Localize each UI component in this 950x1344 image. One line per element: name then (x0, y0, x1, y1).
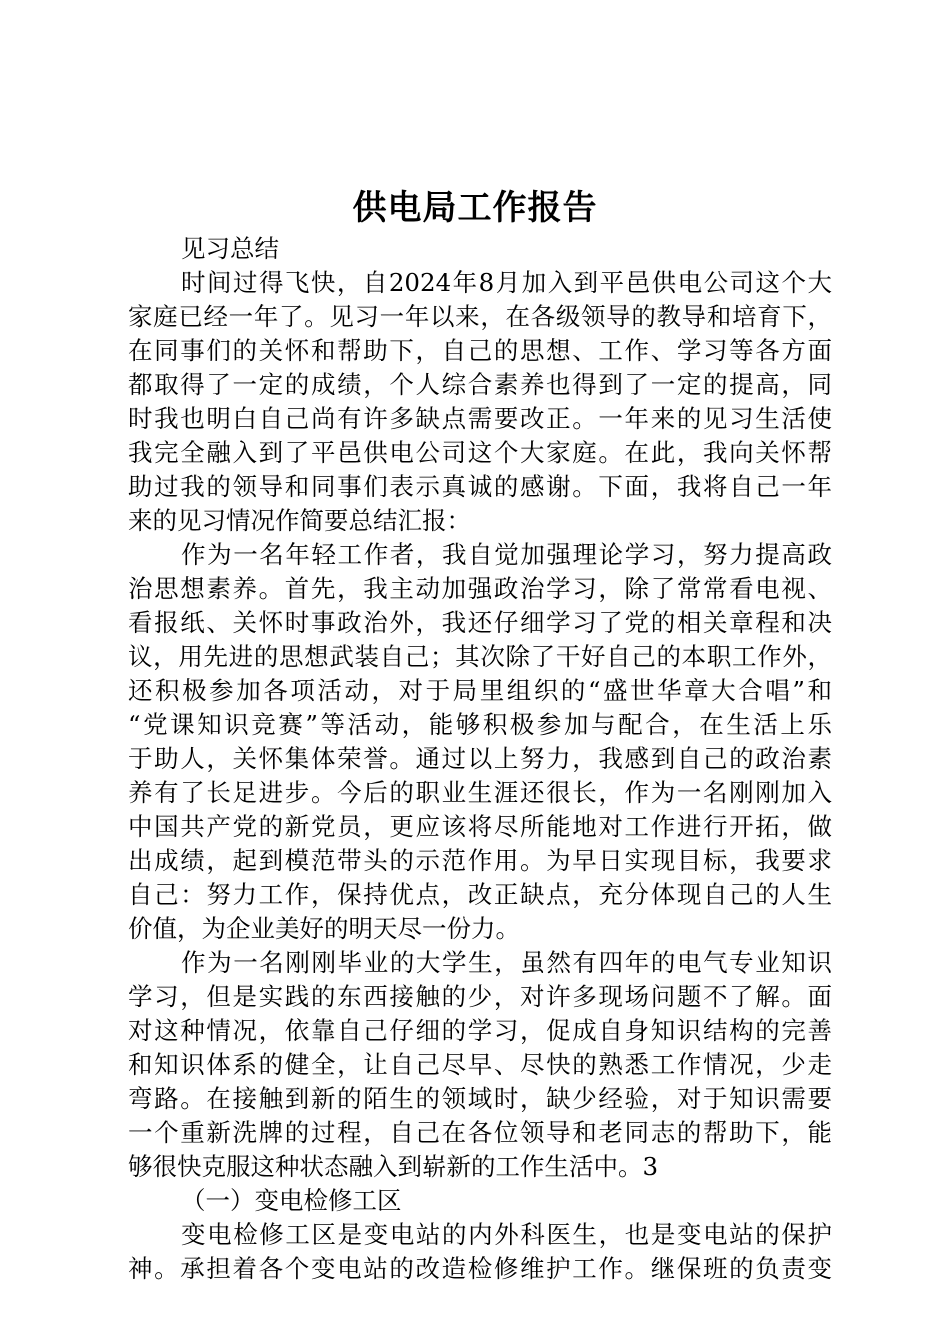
text-line: 弯路。在接触到新的陌生的领域时，缺少经验，对于知识需要 (128, 1084, 832, 1113)
text-line: 自己：努力工作，保持优点，改正缺点，充分体现自己的人生 (128, 880, 832, 909)
text-line: “党课知识竞赛”等活动，能够积极参加与配合，在生活上乐 (128, 710, 832, 739)
text-line: 变电检修工区是变电站的内外科医生，也是变电站的保护 (181, 1220, 832, 1249)
text-line: 神。承担着各个变电站的改造检修维护工作。继保班的负责变 (128, 1254, 832, 1283)
text-line: 于助人，关怀集体荣誉。通过以上努力，我感到自己的政治素 (128, 744, 832, 773)
text-line: 见习总结 (181, 234, 279, 263)
text-line: 治思想素养。首先，我主动加强政治学习，除了常常看电视、 (128, 574, 832, 603)
text-line: 来的见习情况作简要总结汇报： (128, 506, 471, 535)
text-line: 时我也明白自己尚有许多缺点需要改正。一年来的见习生活使 (128, 404, 832, 433)
text-line: 作为一名刚刚毕业的大学生，虽然有四年的电气专业知识 (181, 948, 832, 977)
text-line: 助过我的领导和同事们表示真诚的感谢。下面，我将自己一年 (128, 472, 832, 501)
text-line: 学习，但是实践的东西接触的少，对许多现场问题不了解。面 (128, 982, 832, 1011)
document-body (128, 232, 832, 1286)
text-line: 养有了长足进步。今后的职业生涯还很长，作为一名刚刚加入 (128, 778, 832, 807)
text-line: 都取得了一定的成绩，个人综合素养也得到了一定的提高，同 (128, 370, 832, 399)
text-line: 作为一名年轻工作者，我自觉加强理论学习，努力提高政 (181, 540, 832, 569)
text-line: 中国共产党的新党员，更应该将尽所能地对工作进行开拓，做 (128, 812, 832, 841)
text-line: 价值，为企业美好的明天尽一份力。 (128, 914, 520, 943)
text-line: 对这种情况，依靠自己仔细的学习，促成自身知识结构的完善 (128, 1016, 832, 1045)
text-line: 在同事们的关怀和帮助下，自己的思想、工作、学习等各方面 (128, 336, 832, 365)
text-line: 看报纸、关怀时事政治外，我还仔细学习了党的相关章程和决 (128, 608, 832, 637)
text-line: 议，用先进的思想武装自己；其次除了干好自己的本职工作外， (128, 642, 832, 671)
text-line: 出成绩，起到模范带头的示范作用。为早日实现目标，我要求 (128, 846, 832, 875)
text-line: 家庭已经一年了。见习一年以来，在各级领导的教导和培育下， (128, 302, 832, 331)
text-line: 够很快克服这种状态融入到崭新的工作生活中。3 (128, 1152, 659, 1181)
text-line: 还积极参加各项活动，对于局里组织的“盛世华章大合唱”和 (128, 676, 832, 705)
text-line: 和知识体系的健全，让自己尽早、尽快的熟悉工作情况，少走 (128, 1050, 832, 1079)
text-line: 我完全融入到了平邑供电公司这个大家庭。在此，我向关怀帮 (128, 438, 832, 467)
document-title: 供电局工作报告 (352, 188, 598, 228)
text-line: 一个重新洗牌的过程，自己在各位领导和老同志的帮助下，能 (128, 1118, 832, 1147)
text-line: （一）变电检修工区 (181, 1186, 402, 1215)
text-line: 时间过得飞快，自2024年8月加入到平邑供电公司这个大 (181, 268, 832, 297)
